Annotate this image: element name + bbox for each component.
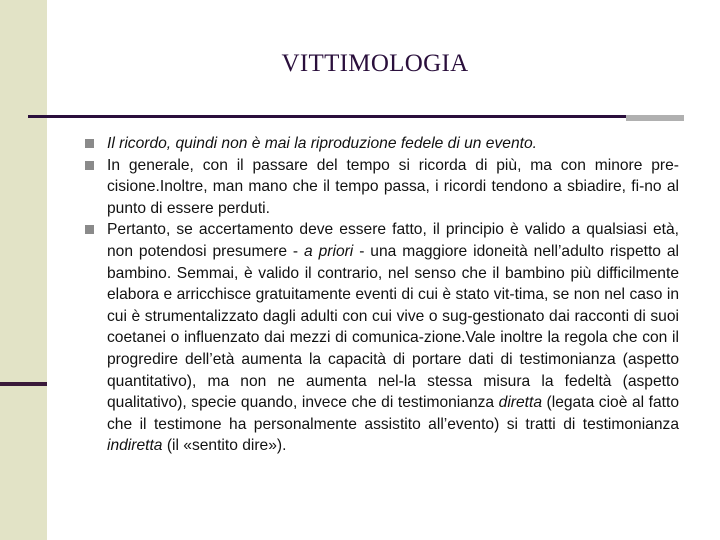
bullet-text-segment: indiretta (107, 437, 163, 455)
bullet-text-segment: Pertanto, se accertamento deve essere fatto, il principio è valido a qualsiasi età, non potendosi presumere - (107, 221, 679, 260)
bullet-text-segment: a priori (304, 242, 354, 260)
square-bullet-icon (85, 225, 94, 234)
bullet-item (85, 155, 679, 220)
slide-title: VITTIMOLOGIA (281, 50, 469, 77)
bullet-text-segment: In generale, con il passare del tempo si ricorda di più, ma con minore pre-cisione.Inoltre, man mano che il tempo passa, i ricordi tendono a sbiadire, fi-no al punto di essere perduti. (107, 156, 679, 217)
bullet-text (107, 221, 679, 454)
bullet-text-segment: - una maggiore idoneità nell’adulto rispetto al bambino. Semmai, è valido il contrario, nel senso che il bambino più difficilmente elabora e arricchisce gratuitamente eventi di cui è stato vit-tima, se non nel caso in cui è strumentalizzato dagli adulti con cui vive o sug-gestionato dai racconti di suoi coetanei o influenzato dai mezzi di comunica-zione.Vale inoltre la regola che con il progredire dell’età aumenta la capacità di portare dati di testimonianza (aspetto quantitativo), ma non ne aumenta nel-la stessa misura la fedeltà (aspetto qualitativo), specie quando, invece che di testimonianza (107, 242, 679, 412)
bullet-text (107, 135, 537, 152)
bullet-text-segment: Il ricordo, quindi non è mai la riproduzione fedele di un evento. (107, 135, 537, 152)
left-accent-bar (0, 382, 47, 386)
title-divider-accent (626, 115, 684, 121)
left-sidebar-band (0, 0, 47, 540)
title-divider-line (28, 115, 684, 118)
square-bullet-icon (85, 161, 94, 170)
bullet-text-segment: diretta (498, 394, 542, 412)
bullet-list (85, 133, 679, 457)
square-bullet-icon (85, 139, 94, 148)
bullet-item (85, 133, 679, 155)
bullet-item (85, 219, 679, 457)
bullet-text (107, 157, 679, 217)
bullet-text-segment: (legata cioè al fatto che il testimone ha personalmente assistito all’evento) si tratti di testimonianza (107, 394, 679, 433)
bullet-text-segment: (il «sentito dire»). (162, 437, 287, 455)
